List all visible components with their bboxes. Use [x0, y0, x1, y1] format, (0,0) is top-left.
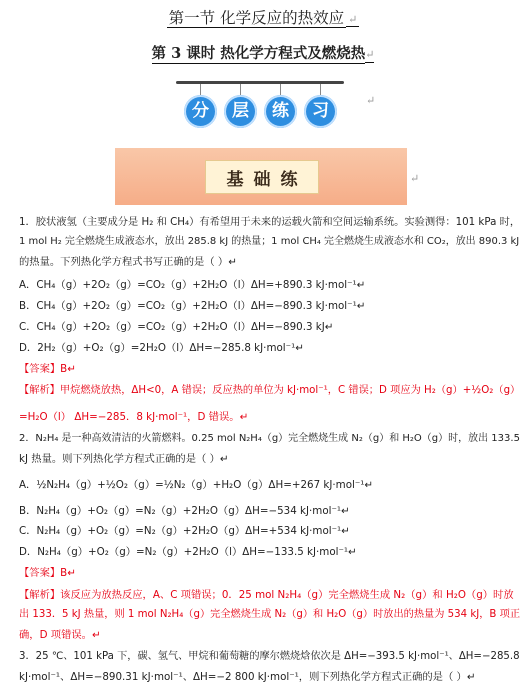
q3-stem-line-2: kJ·mol⁻¹、ΔH=−890.31 kJ·mol⁻¹、ΔH=−2 800 kJ·mol⁻¹，则下列热化学方程式正确的是（ ）↵: [19, 671, 476, 683]
q2-analysis-line-3: 确，D 项错误。↵: [19, 629, 101, 641]
hanging-bar: [176, 81, 344, 84]
section-banner: [115, 148, 407, 205]
q1-answer: 【答案】B↵: [19, 363, 76, 375]
q1-analysis-line-2: =H₂O（l） ΔH=−285．8 kJ·mol⁻¹，D 错误。↵: [19, 411, 249, 423]
q1-option-c: C．CH₄（g）+2O₂（g）=CO₂（g）+2H₂O（l）ΔH=−890.3 kJ↵: [19, 321, 334, 333]
lesson-subtitle: 第 3 课时 热化学方程式及燃烧热↵: [151, 45, 375, 62]
tier-char-3: 练: [264, 95, 297, 128]
q3-stem-line-1: 3．25 ℃、101 kPa 下，碳、氢气、甲烷和葡萄糖的摩尔燃烧焓依次是 ΔH=−393.5 kJ·mol⁻¹、ΔH=−285.8: [19, 651, 520, 662]
tier-char-4: 习: [304, 95, 337, 128]
q2-analysis-line-2: 出 133．5 kJ 热量，则 1 mol N₂H₄（g）完全燃烧生成 N₂（g）和 H₂O（g）时放出的热量为 534 kJ，B 项正: [19, 609, 521, 620]
tier-practice-ribbon: [176, 81, 344, 129]
tier-char-1: 分: [184, 95, 217, 128]
q2-option-b: B．N₂H₄（g）+O₂（g）=N₂（g）+2H₂O（g）ΔH=−534 kJ·mol⁻¹↵: [19, 505, 350, 517]
q2-analysis-line-1: 【解析】该反应为放热反应，A、C 项错误；0．25 mol N₂H₄（g）完全燃烧生成 N₂（g）和 H₂O（g）时放: [19, 589, 514, 601]
q1-stem-line-1: 1．胶状液氢（主要成分是 H₂ 和 CH₄）有希望用于未来的运载火箭和空间运输系统。实验测得：101 kPa 时，: [19, 216, 521, 228]
page-title: 第一节 化学反应的热效应 ↵: [168, 9, 358, 27]
q2-stem-line-2: kJ 热量。则下列热化学方程式正确的是（ ）↵: [19, 453, 229, 465]
q1-option-a: A．CH₄（g）+2O₂（g）=CO₂（g）+2H₂O（l）ΔH=+890.3 kJ·mol⁻¹↵: [19, 279, 366, 291]
q2-answer: 【答案】B↵: [19, 567, 76, 579]
q1-stem-line-2: 1 mol H₂ 完全燃烧生成液态水，放出 285.8 kJ 的热量；1 mol CH₄ 完全燃烧生成液态水和 CO₂，放出 890.3 kJ: [19, 236, 520, 247]
q1-option-d: D．2H₂（g）+O₂（g）=2H₂O（l）ΔH=−285.8 kJ·mol⁻¹↵: [19, 342, 304, 354]
section-label-box: [205, 160, 319, 194]
section-label: 基础练: [226, 169, 308, 190]
q1-option-b: B．CH₄（g）+2O₂（g）=CO₂（g）+2H₂O（l）ΔH=−890.3 kJ·mol⁻¹↵: [19, 300, 366, 312]
q2-option-d: D．N₂H₄（g）+O₂（g）=N₂（g）+2H₂O（l）ΔH=−133.5 kJ·mol⁻¹↵: [19, 546, 357, 558]
q1-stem-line-3: 的热量。下列热化学方程式书写正确的是（ ）↵: [19, 256, 237, 268]
tier-char-2: 层: [224, 95, 257, 128]
q2-option-a: A．½N₂H₄（g）+½O₂（g）=½N₂（g）+H₂O（g）ΔH=+267 kJ·mol⁻¹↵: [19, 479, 374, 491]
q2-stem-line-1: 2．N₂H₄ 是一种高效清洁的火箭燃料。0.25 mol N₂H₄（g）完全燃烧生成 N₂（g）和 H₂O（g）时，放出 133.5: [19, 433, 520, 444]
q1-analysis-line-1: 【解析】甲烷燃烧放热，ΔH<0，A 错误；反应热的单位为 kJ·mol⁻¹，C 错误；D 项应为 H₂（g）+½O₂（g）: [19, 385, 521, 396]
q2-option-c: C．N₂H₄（g）+O₂（g）=N₂（g）+2H₂O（g）ΔH=+534 kJ·mol⁻¹↵: [19, 525, 350, 537]
